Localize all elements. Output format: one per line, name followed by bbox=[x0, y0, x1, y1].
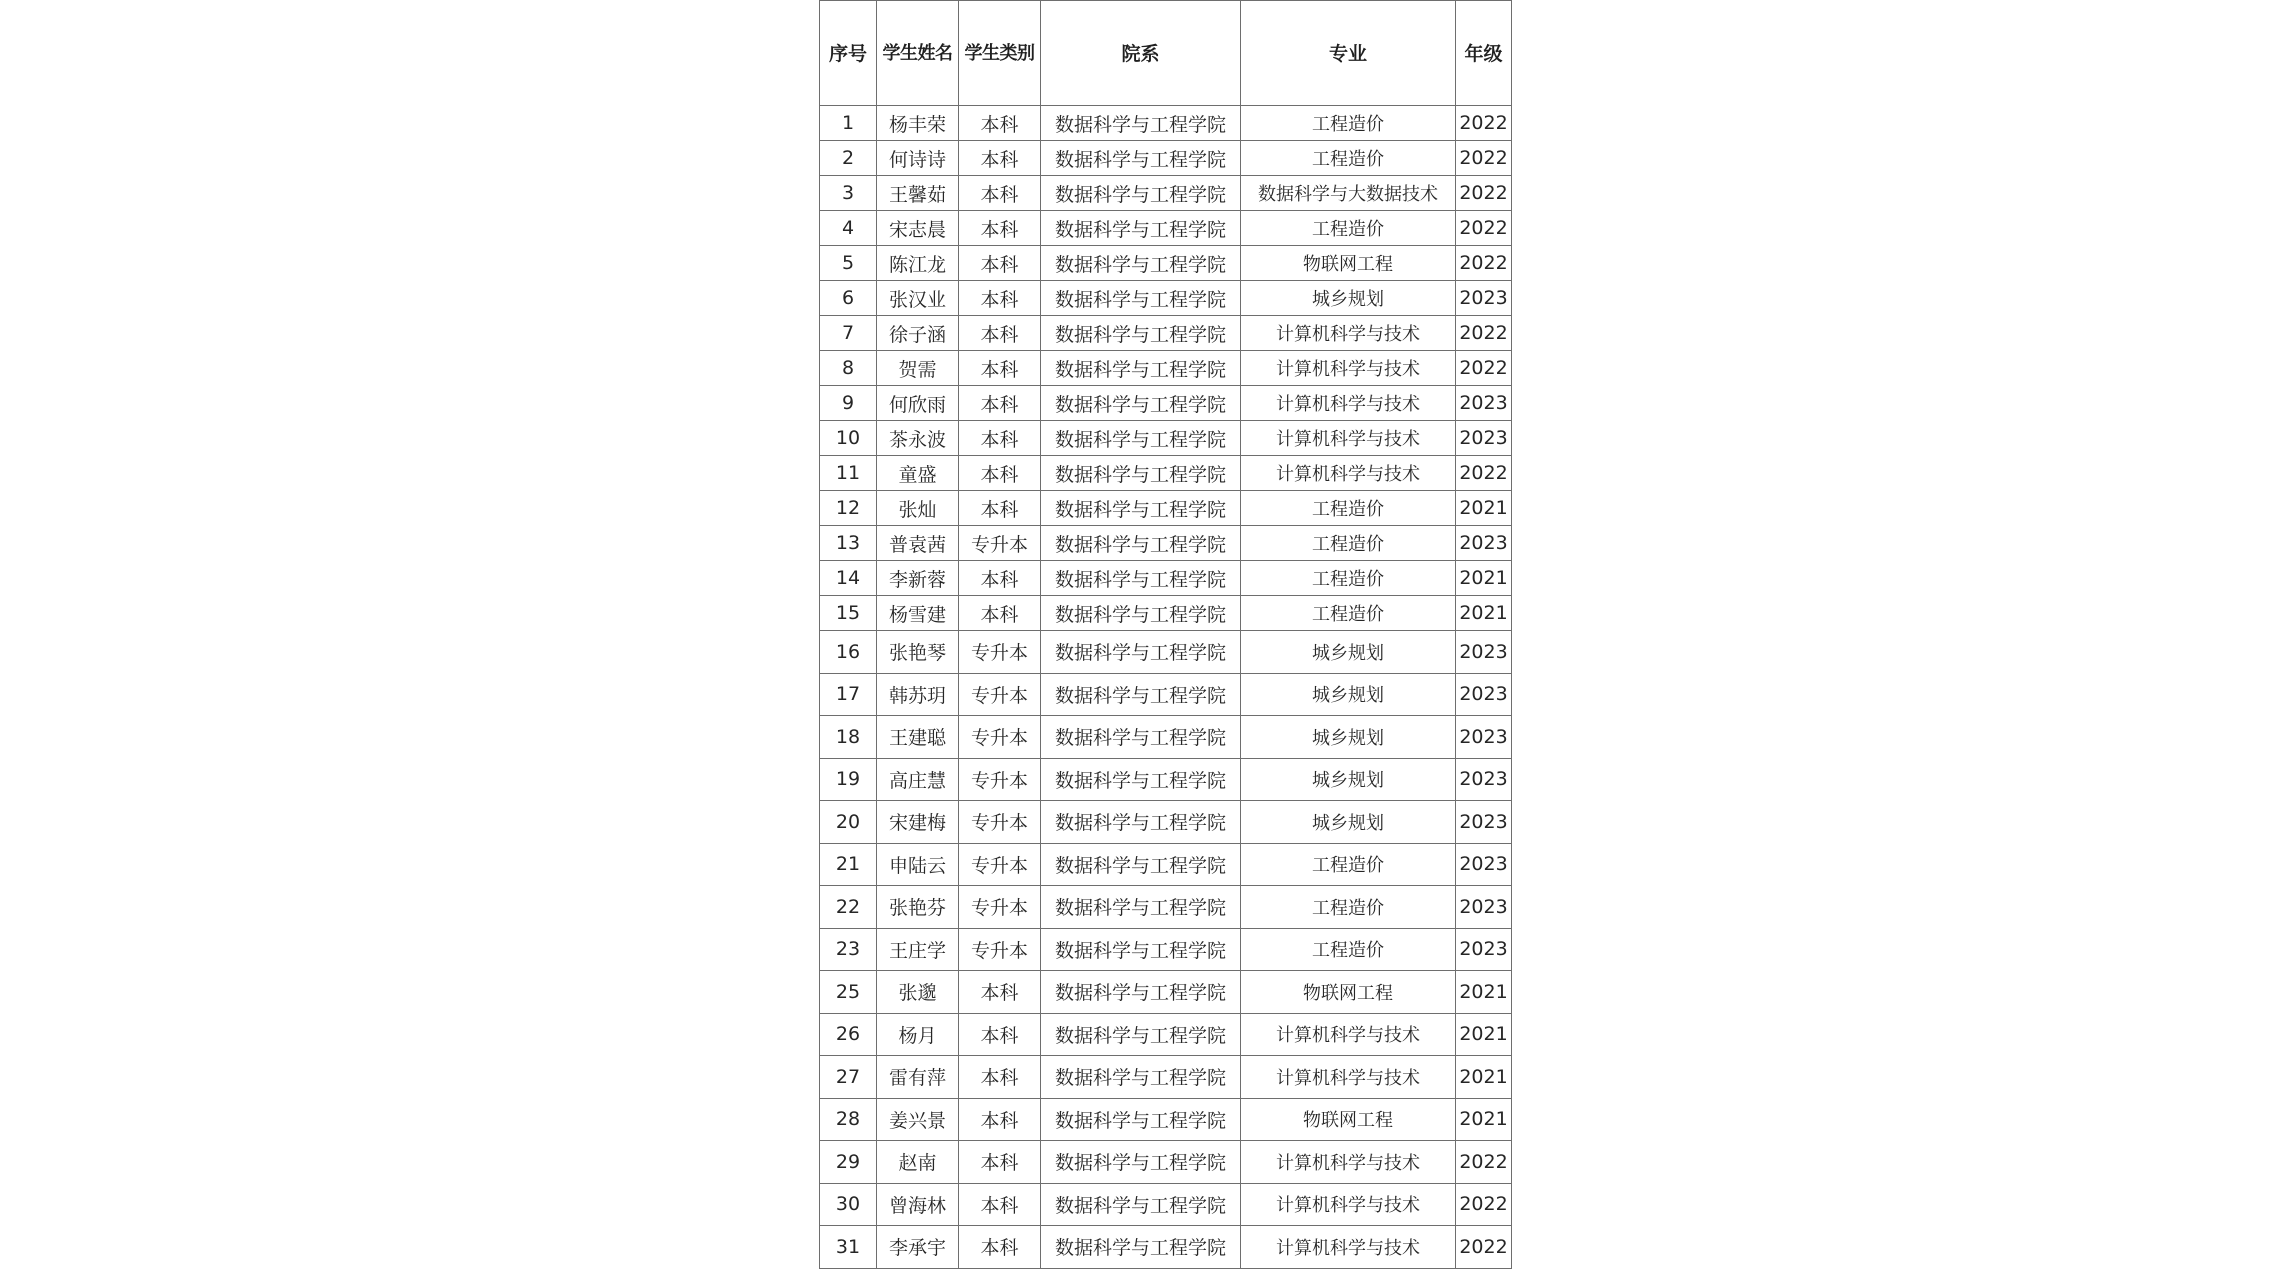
cell-index: 14 bbox=[820, 561, 877, 596]
cell-index: 21 bbox=[820, 843, 877, 886]
cell-student-name: 杨丰荣 bbox=[877, 106, 959, 141]
cell-department: 数据科学与工程学院 bbox=[1041, 351, 1241, 386]
cell-index: 26 bbox=[820, 1013, 877, 1056]
cell-department: 数据科学与工程学院 bbox=[1041, 716, 1241, 759]
cell-index: 16 bbox=[820, 631, 877, 674]
cell-grade: 2021 bbox=[1456, 1098, 1512, 1141]
cell-department: 数据科学与工程学院 bbox=[1041, 456, 1241, 491]
table-row bbox=[820, 971, 1512, 1014]
table-row bbox=[820, 1183, 1512, 1226]
cell-student-name: 王建聪 bbox=[877, 716, 959, 759]
cell-grade: 2021 bbox=[1456, 971, 1512, 1014]
cell-student-name: 贺需 bbox=[877, 351, 959, 386]
cell-major: 工程造价 bbox=[1241, 526, 1456, 561]
cell-grade: 2021 bbox=[1456, 491, 1512, 526]
cell-student-type: 本科 bbox=[959, 1183, 1041, 1226]
cell-index: 27 bbox=[820, 1056, 877, 1099]
cell-index: 9 bbox=[820, 386, 877, 421]
cell-grade: 2022 bbox=[1456, 106, 1512, 141]
cell-major: 数据科学与大数据技术 bbox=[1241, 176, 1456, 211]
cell-major: 工程造价 bbox=[1241, 106, 1456, 141]
table-row bbox=[820, 673, 1512, 716]
cell-student-name: 李承宇 bbox=[877, 1226, 959, 1269]
student-table bbox=[819, 0, 1512, 1269]
cell-major: 城乡规划 bbox=[1241, 673, 1456, 716]
cell-index: 30 bbox=[820, 1183, 877, 1226]
table-row bbox=[820, 928, 1512, 971]
cell-department: 数据科学与工程学院 bbox=[1041, 886, 1241, 929]
cell-major: 城乡规划 bbox=[1241, 281, 1456, 316]
cell-department: 数据科学与工程学院 bbox=[1041, 211, 1241, 246]
cell-department: 数据科学与工程学院 bbox=[1041, 526, 1241, 561]
table-row bbox=[820, 421, 1512, 456]
cell-major: 工程造价 bbox=[1241, 843, 1456, 886]
table-row bbox=[820, 211, 1512, 246]
cell-student-name: 何诗诗 bbox=[877, 141, 959, 176]
cell-index: 19 bbox=[820, 758, 877, 801]
table-header-row bbox=[820, 1, 1512, 106]
cell-major: 工程造价 bbox=[1241, 491, 1456, 526]
cell-grade: 2023 bbox=[1456, 801, 1512, 844]
cell-department: 数据科学与工程学院 bbox=[1041, 176, 1241, 211]
cell-student-name: 宋志晨 bbox=[877, 211, 959, 246]
cell-major: 计算机科学与技术 bbox=[1241, 1226, 1456, 1269]
cell-grade: 2022 bbox=[1456, 176, 1512, 211]
cell-major: 工程造价 bbox=[1241, 141, 1456, 176]
cell-major: 计算机科学与技术 bbox=[1241, 386, 1456, 421]
cell-department: 数据科学与工程学院 bbox=[1041, 421, 1241, 456]
table-row bbox=[820, 1141, 1512, 1184]
student-list-sheet bbox=[819, 0, 1511, 1280]
cell-student-type: 专升本 bbox=[959, 758, 1041, 801]
cell-student-name: 陈江龙 bbox=[877, 246, 959, 281]
cell-index: 10 bbox=[820, 421, 877, 456]
cell-department: 数据科学与工程学院 bbox=[1041, 316, 1241, 351]
cell-grade: 2023 bbox=[1456, 526, 1512, 561]
table-row bbox=[820, 1226, 1512, 1269]
cell-major: 计算机科学与技术 bbox=[1241, 1056, 1456, 1099]
cell-student-name: 张邈 bbox=[877, 971, 959, 1014]
cell-student-type: 专升本 bbox=[959, 801, 1041, 844]
cell-index: 23 bbox=[820, 928, 877, 971]
cell-student-type: 本科 bbox=[959, 971, 1041, 1014]
cell-student-name: 张灿 bbox=[877, 491, 959, 526]
cell-student-type: 本科 bbox=[959, 316, 1041, 351]
cell-student-type: 本科 bbox=[959, 1226, 1041, 1269]
cell-student-type: 本科 bbox=[959, 596, 1041, 631]
cell-student-name: 赵南 bbox=[877, 1141, 959, 1184]
cell-student-type: 专升本 bbox=[959, 843, 1041, 886]
cell-department: 数据科学与工程学院 bbox=[1041, 1056, 1241, 1099]
cell-index: 4 bbox=[820, 211, 877, 246]
cell-major: 城乡规划 bbox=[1241, 758, 1456, 801]
header-index: 序号 bbox=[820, 1, 877, 106]
cell-index: 18 bbox=[820, 716, 877, 759]
cell-major: 城乡规划 bbox=[1241, 801, 1456, 844]
cell-student-name: 姜兴景 bbox=[877, 1098, 959, 1141]
cell-department: 数据科学与工程学院 bbox=[1041, 1098, 1241, 1141]
cell-major: 工程造价 bbox=[1241, 596, 1456, 631]
cell-department: 数据科学与工程学院 bbox=[1041, 631, 1241, 674]
cell-index: 15 bbox=[820, 596, 877, 631]
cell-department: 数据科学与工程学院 bbox=[1041, 801, 1241, 844]
cell-student-name: 雷有萍 bbox=[877, 1056, 959, 1099]
cell-major: 计算机科学与技术 bbox=[1241, 1013, 1456, 1056]
cell-student-type: 本科 bbox=[959, 421, 1041, 456]
table-row bbox=[820, 491, 1512, 526]
cell-major: 物联网工程 bbox=[1241, 971, 1456, 1014]
cell-department: 数据科学与工程学院 bbox=[1041, 843, 1241, 886]
cell-department: 数据科学与工程学院 bbox=[1041, 1141, 1241, 1184]
cell-student-name: 何欣雨 bbox=[877, 386, 959, 421]
cell-major: 计算机科学与技术 bbox=[1241, 1183, 1456, 1226]
table-row bbox=[820, 176, 1512, 211]
cell-student-name: 张艳琴 bbox=[877, 631, 959, 674]
table-row bbox=[820, 281, 1512, 316]
cell-index: 17 bbox=[820, 673, 877, 716]
cell-major: 计算机科学与技术 bbox=[1241, 421, 1456, 456]
cell-student-name: 张艳芬 bbox=[877, 886, 959, 929]
cell-grade: 2023 bbox=[1456, 421, 1512, 456]
cell-grade: 2022 bbox=[1456, 211, 1512, 246]
header-grade: 年级 bbox=[1456, 1, 1512, 106]
cell-student-name: 张汉业 bbox=[877, 281, 959, 316]
cell-student-type: 专升本 bbox=[959, 928, 1041, 971]
cell-index: 7 bbox=[820, 316, 877, 351]
cell-student-type: 本科 bbox=[959, 561, 1041, 596]
cell-grade: 2021 bbox=[1456, 1013, 1512, 1056]
cell-student-name: 童盛 bbox=[877, 456, 959, 491]
cell-major: 计算机科学与技术 bbox=[1241, 1141, 1456, 1184]
table-row bbox=[820, 596, 1512, 631]
cell-department: 数据科学与工程学院 bbox=[1041, 1183, 1241, 1226]
cell-student-name: 茶永波 bbox=[877, 421, 959, 456]
cell-department: 数据科学与工程学院 bbox=[1041, 141, 1241, 176]
cell-grade: 2023 bbox=[1456, 843, 1512, 886]
cell-grade: 2023 bbox=[1456, 281, 1512, 316]
cell-student-type: 本科 bbox=[959, 141, 1041, 176]
cell-grade: 2023 bbox=[1456, 673, 1512, 716]
cell-department: 数据科学与工程学院 bbox=[1041, 758, 1241, 801]
table-row bbox=[820, 316, 1512, 351]
cell-student-type: 本科 bbox=[959, 491, 1041, 526]
cell-student-type: 本科 bbox=[959, 211, 1041, 246]
cell-student-type: 本科 bbox=[959, 386, 1041, 421]
cell-index: 25 bbox=[820, 971, 877, 1014]
header-department: 院系 bbox=[1041, 1, 1241, 106]
table-row bbox=[820, 106, 1512, 141]
cell-department: 数据科学与工程学院 bbox=[1041, 673, 1241, 716]
cell-grade: 2023 bbox=[1456, 758, 1512, 801]
cell-major: 物联网工程 bbox=[1241, 1098, 1456, 1141]
table-row bbox=[820, 801, 1512, 844]
cell-department: 数据科学与工程学院 bbox=[1041, 561, 1241, 596]
table-row bbox=[820, 1013, 1512, 1056]
cell-student-type: 本科 bbox=[959, 456, 1041, 491]
table-row bbox=[820, 526, 1512, 561]
cell-major: 计算机科学与技术 bbox=[1241, 456, 1456, 491]
cell-index: 1 bbox=[820, 106, 877, 141]
cell-department: 数据科学与工程学院 bbox=[1041, 281, 1241, 316]
cell-index: 20 bbox=[820, 801, 877, 844]
cell-student-name: 宋建梅 bbox=[877, 801, 959, 844]
cell-student-name: 徐子涵 bbox=[877, 316, 959, 351]
cell-department: 数据科学与工程学院 bbox=[1041, 1013, 1241, 1056]
cell-index: 22 bbox=[820, 886, 877, 929]
cell-grade: 2022 bbox=[1456, 246, 1512, 281]
cell-student-name: 杨雪建 bbox=[877, 596, 959, 631]
cell-student-type: 专升本 bbox=[959, 526, 1041, 561]
cell-grade: 2022 bbox=[1456, 351, 1512, 386]
header-student-name: 学生姓名 bbox=[877, 1, 959, 106]
cell-grade: 2022 bbox=[1456, 456, 1512, 491]
cell-major: 计算机科学与技术 bbox=[1241, 351, 1456, 386]
cell-index: 8 bbox=[820, 351, 877, 386]
cell-major: 工程造价 bbox=[1241, 561, 1456, 596]
cell-index: 5 bbox=[820, 246, 877, 281]
cell-grade: 2022 bbox=[1456, 141, 1512, 176]
header-major: 专业 bbox=[1241, 1, 1456, 106]
cell-student-name: 普袁茜 bbox=[877, 526, 959, 561]
cell-index: 31 bbox=[820, 1226, 877, 1269]
cell-index: 3 bbox=[820, 176, 877, 211]
table-row bbox=[820, 456, 1512, 491]
cell-grade: 2023 bbox=[1456, 886, 1512, 929]
cell-major: 城乡规划 bbox=[1241, 716, 1456, 759]
cell-grade: 2023 bbox=[1456, 386, 1512, 421]
cell-department: 数据科学与工程学院 bbox=[1041, 1226, 1241, 1269]
cell-student-type: 专升本 bbox=[959, 673, 1041, 716]
cell-student-type: 专升本 bbox=[959, 886, 1041, 929]
cell-department: 数据科学与工程学院 bbox=[1041, 491, 1241, 526]
table-body bbox=[820, 106, 1512, 1269]
table-row bbox=[820, 631, 1512, 674]
cell-student-type: 本科 bbox=[959, 176, 1041, 211]
cell-department: 数据科学与工程学院 bbox=[1041, 386, 1241, 421]
table-row bbox=[820, 246, 1512, 281]
table-row bbox=[820, 561, 1512, 596]
cell-major: 计算机科学与技术 bbox=[1241, 316, 1456, 351]
cell-student-type: 本科 bbox=[959, 106, 1041, 141]
cell-student-type: 本科 bbox=[959, 246, 1041, 281]
cell-grade: 2023 bbox=[1456, 928, 1512, 971]
cell-department: 数据科学与工程学院 bbox=[1041, 246, 1241, 281]
cell-student-type: 本科 bbox=[959, 281, 1041, 316]
cell-student-type: 本科 bbox=[959, 351, 1041, 386]
cell-grade: 2022 bbox=[1456, 1226, 1512, 1269]
cell-index: 29 bbox=[820, 1141, 877, 1184]
cell-index: 13 bbox=[820, 526, 877, 561]
cell-grade: 2021 bbox=[1456, 596, 1512, 631]
table-row bbox=[820, 351, 1512, 386]
cell-index: 12 bbox=[820, 491, 877, 526]
cell-grade: 2023 bbox=[1456, 716, 1512, 759]
cell-index: 2 bbox=[820, 141, 877, 176]
cell-student-name: 杨月 bbox=[877, 1013, 959, 1056]
table-row bbox=[820, 886, 1512, 929]
cell-student-type: 本科 bbox=[959, 1098, 1041, 1141]
cell-index: 28 bbox=[820, 1098, 877, 1141]
cell-student-name: 曾海林 bbox=[877, 1183, 959, 1226]
cell-grade: 2022 bbox=[1456, 1183, 1512, 1226]
table-row bbox=[820, 141, 1512, 176]
table-row bbox=[820, 758, 1512, 801]
table-row bbox=[820, 716, 1512, 759]
cell-student-name: 高庄慧 bbox=[877, 758, 959, 801]
header-student-type: 学生类别 bbox=[959, 1, 1041, 106]
cell-department: 数据科学与工程学院 bbox=[1041, 928, 1241, 971]
cell-grade: 2021 bbox=[1456, 1056, 1512, 1099]
table-row bbox=[820, 843, 1512, 886]
table-row bbox=[820, 1056, 1512, 1099]
cell-department: 数据科学与工程学院 bbox=[1041, 971, 1241, 1014]
cell-grade: 2022 bbox=[1456, 316, 1512, 351]
cell-department: 数据科学与工程学院 bbox=[1041, 106, 1241, 141]
cell-department: 数据科学与工程学院 bbox=[1041, 596, 1241, 631]
cell-student-type: 专升本 bbox=[959, 716, 1041, 759]
cell-student-name: 王庄学 bbox=[877, 928, 959, 971]
cell-student-type: 本科 bbox=[959, 1056, 1041, 1099]
cell-student-name: 申陆云 bbox=[877, 843, 959, 886]
cell-major: 工程造价 bbox=[1241, 928, 1456, 971]
cell-student-type: 专升本 bbox=[959, 631, 1041, 674]
cell-student-name: 李新蓉 bbox=[877, 561, 959, 596]
cell-grade: 2021 bbox=[1456, 561, 1512, 596]
cell-index: 6 bbox=[820, 281, 877, 316]
table-row bbox=[820, 1098, 1512, 1141]
cell-student-name: 王馨茹 bbox=[877, 176, 959, 211]
cell-grade: 2022 bbox=[1456, 1141, 1512, 1184]
cell-major: 工程造价 bbox=[1241, 211, 1456, 246]
cell-major: 物联网工程 bbox=[1241, 246, 1456, 281]
cell-student-type: 本科 bbox=[959, 1013, 1041, 1056]
cell-index: 11 bbox=[820, 456, 877, 491]
cell-major: 工程造价 bbox=[1241, 886, 1456, 929]
cell-student-type: 本科 bbox=[959, 1141, 1041, 1184]
table-row bbox=[820, 386, 1512, 421]
cell-major: 城乡规划 bbox=[1241, 631, 1456, 674]
cell-grade: 2023 bbox=[1456, 631, 1512, 674]
cell-student-name: 韩苏玥 bbox=[877, 673, 959, 716]
